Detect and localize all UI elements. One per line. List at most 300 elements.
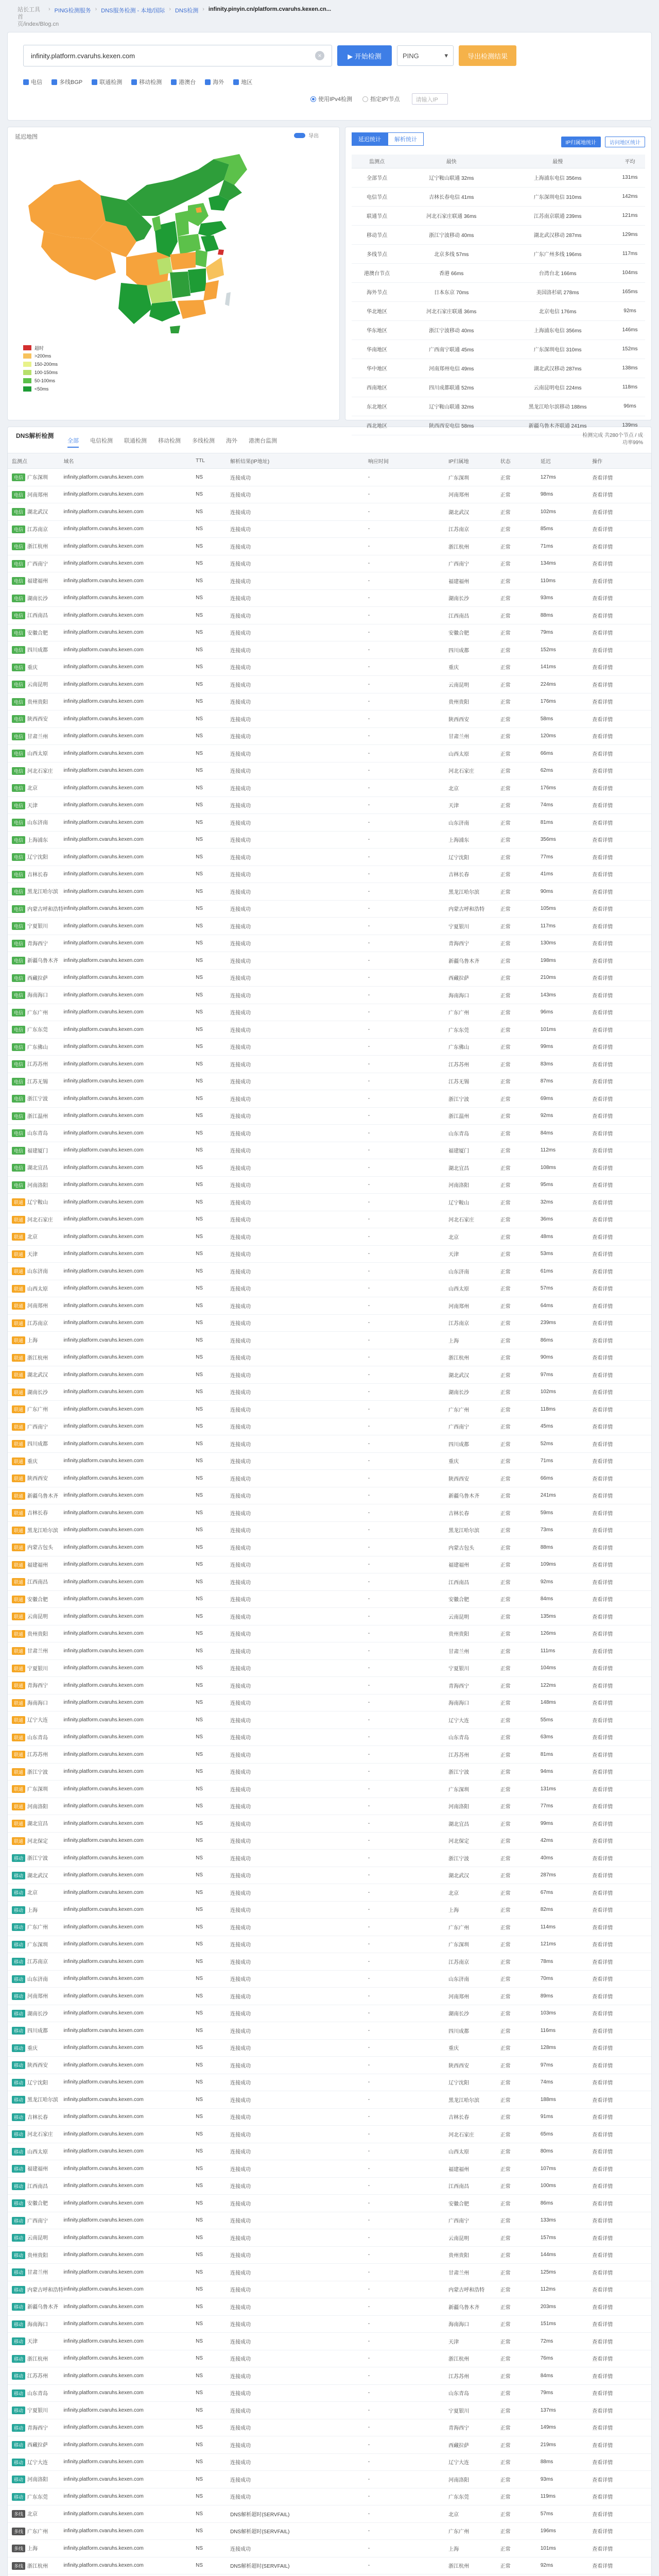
- table-row: [8, 1452, 651, 1470]
- response-cell: -: [364, 918, 444, 935]
- isp-badge: 联通: [12, 1440, 25, 1448]
- domain-cell: infinity.platform.cvaruhs.kexen.com: [59, 1038, 192, 1056]
- detail-link[interactable]: 查看详情: [588, 1504, 651, 1522]
- detail-link[interactable]: 查看详情: [588, 538, 651, 555]
- pill-region[interactable]: 访问地区统计: [605, 137, 645, 147]
- status-cell: 正常: [496, 1142, 536, 1159]
- ip-location-cell: 内蒙古呼和浩特: [444, 2281, 496, 2298]
- detail-link[interactable]: 查看详情: [588, 572, 651, 590]
- status-cell: 正常: [496, 2505, 536, 2523]
- monitor-location: 内蒙古包头: [27, 1545, 54, 1551]
- detail-link[interactable]: 查看详情: [588, 1418, 651, 1435]
- isp-badge: 联通: [12, 1319, 25, 1327]
- detail-link[interactable]: 查看详情: [588, 2436, 651, 2454]
- detail-link[interactable]: 查看详情: [588, 1004, 651, 1021]
- detail-link[interactable]: 查看详情: [588, 1815, 651, 1833]
- isp-option[interactable]: [233, 78, 252, 86]
- type-select[interactable]: [397, 45, 454, 66]
- domain-cell: infinity.platform.cvaruhs.kexen.com: [59, 1590, 192, 1608]
- domain-cell: infinity.platform.cvaruhs.kexen.com: [59, 2091, 192, 2109]
- ttl-cell: NS: [192, 900, 226, 918]
- monitor-location: 云南昆明: [27, 682, 48, 688]
- ip-cell: 连接成功: [226, 1090, 364, 1108]
- detail-link[interactable]: 查看详情: [588, 1832, 651, 1850]
- isp-option[interactable]: [51, 78, 82, 86]
- detail-link[interactable]: 查看详情: [588, 1245, 651, 1263]
- isp-option[interactable]: [171, 78, 196, 86]
- region-ningxia: [152, 216, 161, 231]
- isp-option[interactable]: [205, 78, 224, 86]
- domain-cell: infinity.platform.cvaruhs.kexen.com: [59, 658, 192, 676]
- detail-link[interactable]: 查看详情: [588, 849, 651, 866]
- detail-link[interactable]: 查看详情: [588, 1521, 651, 1539]
- region-chongqing: [157, 257, 172, 275]
- detail-link[interactable]: 查看详情: [588, 1642, 651, 1660]
- export-button[interactable]: 导出检测结果: [459, 45, 516, 66]
- latency-cell: 57ms: [536, 1280, 588, 1297]
- detail-link[interactable]: 查看详情: [588, 2315, 651, 2333]
- detail-link[interactable]: 查看详情: [588, 2177, 651, 2195]
- response-cell: -: [364, 1521, 444, 1539]
- status-cell: 正常: [496, 1401, 536, 1418]
- ttl-cell: NS: [192, 762, 226, 779]
- detail-link[interactable]: 查看详情: [588, 1125, 651, 1142]
- tab-latency[interactable]: 延迟统计: [352, 132, 388, 146]
- table-row: [8, 1677, 651, 1694]
- detail-link[interactable]: 查看详情: [588, 1073, 651, 1090]
- response-cell: -: [364, 2108, 444, 2126]
- detail-link[interactable]: 查看详情: [588, 1677, 651, 1694]
- detail-link[interactable]: 查看详情: [588, 1625, 651, 1642]
- ip-location-cell: 河南洛阳: [444, 1798, 496, 1815]
- response-cell: -: [364, 555, 444, 572]
- detail-link[interactable]: 查看详情: [588, 1953, 651, 1971]
- detail-link[interactable]: 查看详情: [588, 1970, 651, 1988]
- results-tab[interactable]: 港澳台监测: [249, 438, 277, 444]
- toggle-icon[interactable]: [294, 133, 305, 138]
- domain-cell: infinity.platform.cvaruhs.kexen.com: [59, 2246, 192, 2264]
- ip-location-cell: 新疆乌鲁木齐: [444, 1487, 496, 1504]
- detail-link[interactable]: 查看详情: [588, 814, 651, 832]
- status-cell: 正常: [496, 710, 536, 728]
- response-cell: -: [364, 641, 444, 659]
- isp-badge: 电信: [12, 646, 25, 654]
- domain-cell: infinity.platform.cvaruhs.kexen.com: [59, 2022, 192, 2040]
- isp-badge: 多线: [12, 2528, 25, 2535]
- domain-cell: infinity.platform.cvaruhs.kexen.com: [59, 2298, 192, 2316]
- latency-cell: 128ms: [536, 2039, 588, 2057]
- detail-link[interactable]: 查看详情: [588, 1988, 651, 2005]
- latency-cell: 82ms: [536, 1901, 588, 1919]
- detail-link[interactable]: 查看详情: [588, 2522, 651, 2540]
- ip-location-cell: 吉林长春: [444, 1504, 496, 1522]
- ip-location-cell: 青海西宁: [444, 935, 496, 952]
- detail-link[interactable]: 查看详情: [588, 607, 651, 624]
- status-cell: 正常: [496, 2057, 536, 2074]
- detail-link[interactable]: 查看详情: [588, 1038, 651, 1056]
- detail-link[interactable]: 查看详情: [588, 693, 651, 710]
- isp-badge: 电信: [12, 974, 25, 982]
- detail-link[interactable]: 查看详情: [588, 2402, 651, 2419]
- detail-link[interactable]: [588, 2574, 651, 2576]
- detail-link[interactable]: 查看详情: [588, 2281, 651, 2298]
- detail-link[interactable]: 查看详情: [588, 952, 651, 970]
- detail-link[interactable]: 查看详情: [588, 866, 651, 883]
- detail-link[interactable]: 查看详情: [588, 1659, 651, 1677]
- table-row: [8, 641, 651, 659]
- detail-link[interactable]: 查看详情: [588, 2505, 651, 2523]
- legend-item: [23, 377, 58, 385]
- detail-link[interactable]: 查看详情: [588, 2367, 651, 2385]
- latency-cell: 66ms: [536, 745, 588, 762]
- detail-link[interactable]: 查看详情: [588, 2160, 651, 2178]
- detail-link[interactable]: 查看详情: [588, 2022, 651, 2040]
- detail-link[interactable]: 查看详情: [588, 2057, 651, 2074]
- detail-link[interactable]: 查看详情: [588, 1487, 651, 1504]
- detail-link[interactable]: 查看详情: [588, 831, 651, 849]
- detail-link[interactable]: 查看详情: [588, 1280, 651, 1297]
- stats-cell: 东北地区: [352, 397, 402, 416]
- response-cell: -: [364, 1953, 444, 1971]
- response-cell: -: [364, 1884, 444, 1902]
- ip-cell: 连接成功: [226, 2402, 364, 2419]
- detail-link[interactable]: 查看详情: [588, 1090, 651, 1108]
- detail-link[interactable]: 查看详情: [588, 1901, 651, 1919]
- detail-link[interactable]: 查看详情: [588, 2540, 651, 2557]
- detail-link[interactable]: 查看详情: [588, 987, 651, 1004]
- detail-link[interactable]: 查看详情: [588, 1573, 651, 1591]
- breadcrumb-item-check[interactable]: DNS检测: [175, 8, 199, 14]
- ip-location-cell: 河南郑州: [444, 1297, 496, 1315]
- ip-cell: 连接成功: [226, 589, 364, 607]
- detail-link[interactable]: 查看详情: [588, 1142, 651, 1159]
- isp-badge: 移动: [12, 2268, 25, 2276]
- detail-link[interactable]: 查看详情: [588, 710, 651, 728]
- ip-cell: 连接成功: [226, 1988, 364, 2005]
- detail-link[interactable]: 查看详情: [588, 918, 651, 935]
- detail-link[interactable]: 查看详情: [588, 1470, 651, 1487]
- detail-link[interactable]: 查看详情: [588, 2557, 651, 2574]
- status-cell: 正常: [496, 658, 536, 676]
- ttl-cell: NS: [192, 2039, 226, 2057]
- results-tab[interactable]: 移动检测: [158, 438, 181, 444]
- detail-link[interactable]: 查看详情: [588, 2298, 651, 2316]
- ip-cell: 连接成功: [226, 1366, 364, 1384]
- detail-link[interactable]: 查看详情: [588, 1711, 651, 1729]
- isp-badge: 联通: [12, 1785, 25, 1793]
- stats-cell: 江苏南京联通 239ms: [500, 206, 615, 225]
- domain-cell: infinity.platform.cvaruhs.kexen.com: [59, 2505, 192, 2523]
- ip-cell: 连接成功: [226, 572, 364, 590]
- response-cell: -: [364, 1021, 444, 1039]
- ip-cell: 连接成功: [226, 2160, 364, 2178]
- monitor-location: 贵州贵阳: [27, 2252, 48, 2259]
- detail-link[interactable]: 查看详情: [588, 469, 651, 486]
- status-cell: 正常: [496, 918, 536, 935]
- map-panel: [7, 127, 340, 420]
- region-guangxi: [149, 301, 180, 321]
- monitor-location: 江苏南京: [27, 1959, 48, 1965]
- detail-link[interactable]: 查看详情: [588, 2143, 651, 2160]
- detail-link[interactable]: 查看详情: [588, 1867, 651, 1884]
- detail-link[interactable]: 查看详情: [588, 2419, 651, 2436]
- isp-badge: 联通: [12, 1371, 25, 1379]
- table-row: [8, 1487, 651, 1504]
- detail-link[interactable]: 查看详情: [588, 2126, 651, 2143]
- detail-link[interactable]: 查看详情: [588, 520, 651, 538]
- monitor-cell: [8, 2453, 59, 2471]
- ip-cell: 连接成功: [226, 727, 364, 745]
- detail-link[interactable]: 查看详情: [588, 2195, 651, 2212]
- ip-cell: 连接成功: [226, 2126, 364, 2143]
- monitor-location: 广东广州: [27, 1925, 48, 1931]
- monitor-location: 广东深圳: [27, 1942, 48, 1948]
- detail-link[interactable]: 查看详情: [588, 2350, 651, 2367]
- detail-link[interactable]: 查看详情: [588, 2039, 651, 2057]
- tab-resolve[interactable]: 解析统计: [388, 132, 424, 146]
- detail-link[interactable]: 查看详情: [588, 2108, 651, 2126]
- detail-link[interactable]: 查看详情: [588, 2333, 651, 2350]
- stats-row: [352, 378, 645, 397]
- monitor-location: 上海: [27, 1907, 38, 1913]
- detail-link[interactable]: 查看详情: [588, 1556, 651, 1573]
- detail-link[interactable]: 查看详情: [588, 1694, 651, 1711]
- isp-option[interactable]: [92, 78, 122, 86]
- detail-link[interactable]: 查看详情: [588, 1107, 651, 1125]
- detail-link[interactable]: 查看详情: [588, 658, 651, 676]
- isp-option[interactable]: [131, 78, 162, 86]
- ip-location-cell: [444, 2574, 496, 2576]
- detail-link[interactable]: 查看详情: [588, 1211, 651, 1228]
- detail-link[interactable]: 查看详情: [588, 1297, 651, 1315]
- detail-link[interactable]: 查看详情: [588, 1021, 651, 1039]
- detail-link[interactable]: 查看详情: [588, 2246, 651, 2264]
- detail-link[interactable]: 查看详情: [588, 762, 651, 779]
- monitor-location: 福建福州: [27, 2166, 48, 2173]
- results-tab[interactable]: 电信检测: [90, 438, 113, 444]
- ip-cell: 连接成功: [226, 1521, 364, 1539]
- response-cell: -: [364, 2557, 444, 2574]
- status-cell: 正常: [496, 1798, 536, 1815]
- domain-cell: infinity.platform.cvaruhs.kexen.com: [59, 1125, 192, 1142]
- url-input[interactable]: [23, 45, 332, 66]
- detail-link[interactable]: 查看详情: [588, 796, 651, 814]
- detail-link[interactable]: 查看详情: [588, 2074, 651, 2091]
- status-cell: 正常: [496, 2108, 536, 2126]
- detail-link[interactable]: 查看详情: [588, 1176, 651, 1194]
- table-row: [8, 555, 651, 572]
- table-row: [8, 1056, 651, 1073]
- ip-location-cell: 湖南长沙: [444, 2005, 496, 2022]
- detail-link[interactable]: 查看详情: [588, 1383, 651, 1401]
- ttl-cell: NS: [192, 969, 226, 987]
- isp-badge: 联通: [12, 1768, 25, 1776]
- detail-link[interactable]: 查看详情: [588, 1608, 651, 1625]
- region-hunan: [170, 272, 190, 298]
- detail-link[interactable]: 查看详情: [588, 779, 651, 797]
- ip-cell: 连接成功: [226, 1418, 364, 1435]
- table-row: [8, 1159, 651, 1177]
- detail-link[interactable]: 查看详情: [588, 555, 651, 572]
- detail-link[interactable]: 查看详情: [588, 1401, 651, 1418]
- response-cell: -: [364, 1642, 444, 1660]
- detail-link[interactable]: 查看详情: [588, 1332, 651, 1349]
- monitor-cell: [8, 503, 59, 521]
- detail-link[interactable]: 查看详情: [588, 2384, 651, 2402]
- latency-cell: 287ms: [536, 1867, 588, 1884]
- detail-link[interactable]: 查看详情: [588, 503, 651, 521]
- detail-link[interactable]: 查看详情: [588, 624, 651, 641]
- detail-link[interactable]: 查看详情: [588, 1539, 651, 1556]
- monitor-location: 河南郑州: [27, 1303, 48, 1310]
- ip-location-cell: 河南郑州: [444, 1988, 496, 2005]
- response-cell: -: [364, 1711, 444, 1729]
- table-row: [8, 831, 651, 849]
- ip-cell: 连接成功: [226, 1107, 364, 1125]
- detail-link[interactable]: 查看详情: [588, 2091, 651, 2109]
- detail-link[interactable]: 查看详情: [588, 1194, 651, 1211]
- detail-link[interactable]: 查看详情: [588, 745, 651, 762]
- ip-cell: 连接成功: [226, 831, 364, 849]
- ip-cell: 连接成功: [226, 2195, 364, 2212]
- ttl-cell: NS: [192, 1936, 226, 1953]
- monitor-cell: [8, 469, 59, 486]
- breadcrumb-item-dns[interactable]: DNS服务检测 - 本地/国际: [101, 8, 165, 14]
- detail-link[interactable]: 查看详情: [588, 2212, 651, 2229]
- detail-link[interactable]: 查看详情: [588, 900, 651, 918]
- results-tab[interactable]: 海外: [226, 438, 237, 444]
- ip-location-cell: 四川成都: [444, 641, 496, 659]
- detail-link[interactable]: 查看详情: [588, 1263, 651, 1280]
- clear-icon[interactable]: ×: [315, 51, 324, 60]
- detail-link[interactable]: 查看详情: [588, 883, 651, 901]
- monitor-cell: [8, 1573, 59, 1591]
- ip-cell: 连接成功: [226, 1970, 364, 1988]
- detail-link[interactable]: 查看详情: [588, 1763, 651, 1781]
- detail-link[interactable]: 查看详情: [588, 1056, 651, 1073]
- domain-cell: infinity.platform.cvaruhs.kexen.com: [59, 2039, 192, 2057]
- stats-cell: 广东深圳电信 310ms: [500, 187, 615, 206]
- detail-link[interactable]: 查看详情: [588, 589, 651, 607]
- detail-link[interactable]: 查看详情: [588, 1850, 651, 1867]
- monitor-location: 重庆: [27, 665, 38, 671]
- isp-badge: 联通: [12, 1803, 25, 1810]
- custom-ip-input[interactable]: 请输入IP: [412, 93, 448, 105]
- monitor-cell: [8, 1073, 59, 1090]
- isp-badge: 联通: [12, 1458, 25, 1465]
- ip-location-cell: 上海: [444, 1901, 496, 1919]
- results-tab[interactable]: 全部: [67, 436, 79, 448]
- detail-link[interactable]: 查看详情: [588, 2453, 651, 2471]
- breadcrumb-home[interactable]: 站长工具首页/index/Blog.cn: [18, 7, 59, 27]
- monitor-location: 甘肃兰州: [27, 1649, 48, 1655]
- detail-link[interactable]: 查看详情: [588, 1366, 651, 1384]
- detail-link[interactable]: 查看详情: [588, 2471, 651, 2488]
- detail-link[interactable]: 查看详情: [588, 1435, 651, 1453]
- results-tab[interactable]: 联通检测: [124, 438, 147, 444]
- detail-link[interactable]: 查看详情: [588, 1452, 651, 1470]
- isp-option[interactable]: [23, 78, 42, 86]
- table-row: [8, 1659, 651, 1677]
- breadcrumb: 站长工具首页/index/Blog.cn › PING检测服务 › DNS服务检测 - 本地/国际 › DNS检测 › infinity.pinyin.cn/platform.cvaruhs.kexen.cn...: [18, 6, 332, 27]
- stats-cell: 华南地区: [352, 340, 402, 359]
- monitor-location: 山东济南: [27, 1269, 48, 1275]
- detail-link[interactable]: 查看详情: [588, 1798, 651, 1815]
- detail-link[interactable]: 查看详情: [588, 1228, 651, 1246]
- ip-cell: 连接成功: [226, 1314, 364, 1332]
- detail-link[interactable]: 查看详情: [588, 1590, 651, 1608]
- monitor-location: 湖南长沙: [27, 596, 48, 602]
- detail-link[interactable]: 查看详情: [588, 935, 651, 952]
- pill-ip-location[interactable]: IP归属地统计: [561, 137, 601, 147]
- domain-cell: infinity.platform.cvaruhs.kexen.com: [59, 2126, 192, 2143]
- ttl-cell: NS: [192, 1487, 226, 1504]
- ip-location-cell: 浙江宁波: [444, 1850, 496, 1867]
- stats-cell: 美国洛杉矶 278ms: [500, 282, 615, 301]
- radio-on-icon: [310, 96, 316, 102]
- detail-link[interactable]: 查看详情: [588, 2264, 651, 2281]
- custom-ip-radio[interactable]: 指定IP/节点: [362, 95, 400, 103]
- monitor-cell: [8, 1556, 59, 1573]
- domain-cell: infinity.platform.cvaruhs.kexen.com: [59, 1263, 192, 1280]
- detail-link[interactable]: 查看详情: [588, 1159, 651, 1177]
- breadcrumb-item-ping[interactable]: PING检测服务: [54, 8, 91, 14]
- detail-link[interactable]: 查看详情: [588, 1349, 651, 1366]
- domain-cell: infinity.platform.cvaruhs.kexen.com: [59, 1539, 192, 1556]
- monitor-location: 浙江杭州: [27, 2563, 48, 2569]
- detail-link[interactable]: 查看详情: [588, 1936, 651, 1953]
- ttl-cell: NS: [192, 1245, 226, 1263]
- ipv4-radio[interactable]: 使用IPv4检测: [310, 95, 352, 103]
- detail-link[interactable]: 查看详情: [588, 1314, 651, 1332]
- detail-link[interactable]: 查看详情: [588, 1884, 651, 1902]
- detail-link[interactable]: 查看详情: [588, 2229, 651, 2247]
- response-cell: -: [364, 1349, 444, 1366]
- detail-link[interactable]: 查看详情: [588, 486, 651, 503]
- table-row: [8, 1694, 651, 1711]
- detail-link[interactable]: 查看详情: [588, 676, 651, 693]
- domain-cell: infinity.platform.cvaruhs.kexen.com: [59, 849, 192, 866]
- domain-cell: infinity.platform.cvaruhs.kexen.com: [59, 2557, 192, 2574]
- status-cell: 正常: [496, 2471, 536, 2488]
- detail-link[interactable]: 查看详情: [588, 2005, 651, 2022]
- domain-cell: infinity.platform.cvaruhs.kexen.com: [59, 624, 192, 641]
- detail-link[interactable]: 查看详情: [588, 1919, 651, 1936]
- stats-cell: 142ms: [615, 187, 645, 206]
- status-cell: 正常: [496, 1332, 536, 1349]
- detail-link[interactable]: 查看详情: [588, 1746, 651, 1764]
- detail-link[interactable]: 查看详情: [588, 2488, 651, 2505]
- detail-link[interactable]: 查看详情: [588, 727, 651, 745]
- status-cell: 正常: [496, 987, 536, 1004]
- detail-link[interactable]: 查看详情: [588, 969, 651, 987]
- status-cell: 正常: [496, 1297, 536, 1315]
- table-row: [8, 2264, 651, 2281]
- detail-link[interactable]: 查看详情: [588, 1781, 651, 1798]
- detail-link[interactable]: 查看详情: [588, 641, 651, 659]
- table-row: [8, 2108, 651, 2126]
- latency-cell: 112ms: [536, 1142, 588, 1159]
- results-tab[interactable]: 多线检测: [192, 438, 215, 444]
- detail-link[interactable]: 查看详情: [588, 1728, 651, 1746]
- ip-cell: 连接成功: [226, 1004, 364, 1021]
- map-export[interactable]: 导出: [308, 133, 319, 139]
- monitor-location: 江苏无锡: [27, 1079, 48, 1085]
- response-cell: -: [364, 1194, 444, 1211]
- map-title: 延迟地图: [15, 134, 38, 140]
- table-row: [8, 2453, 651, 2471]
- submit-button[interactable]: ▶ 开始检测: [337, 45, 392, 66]
